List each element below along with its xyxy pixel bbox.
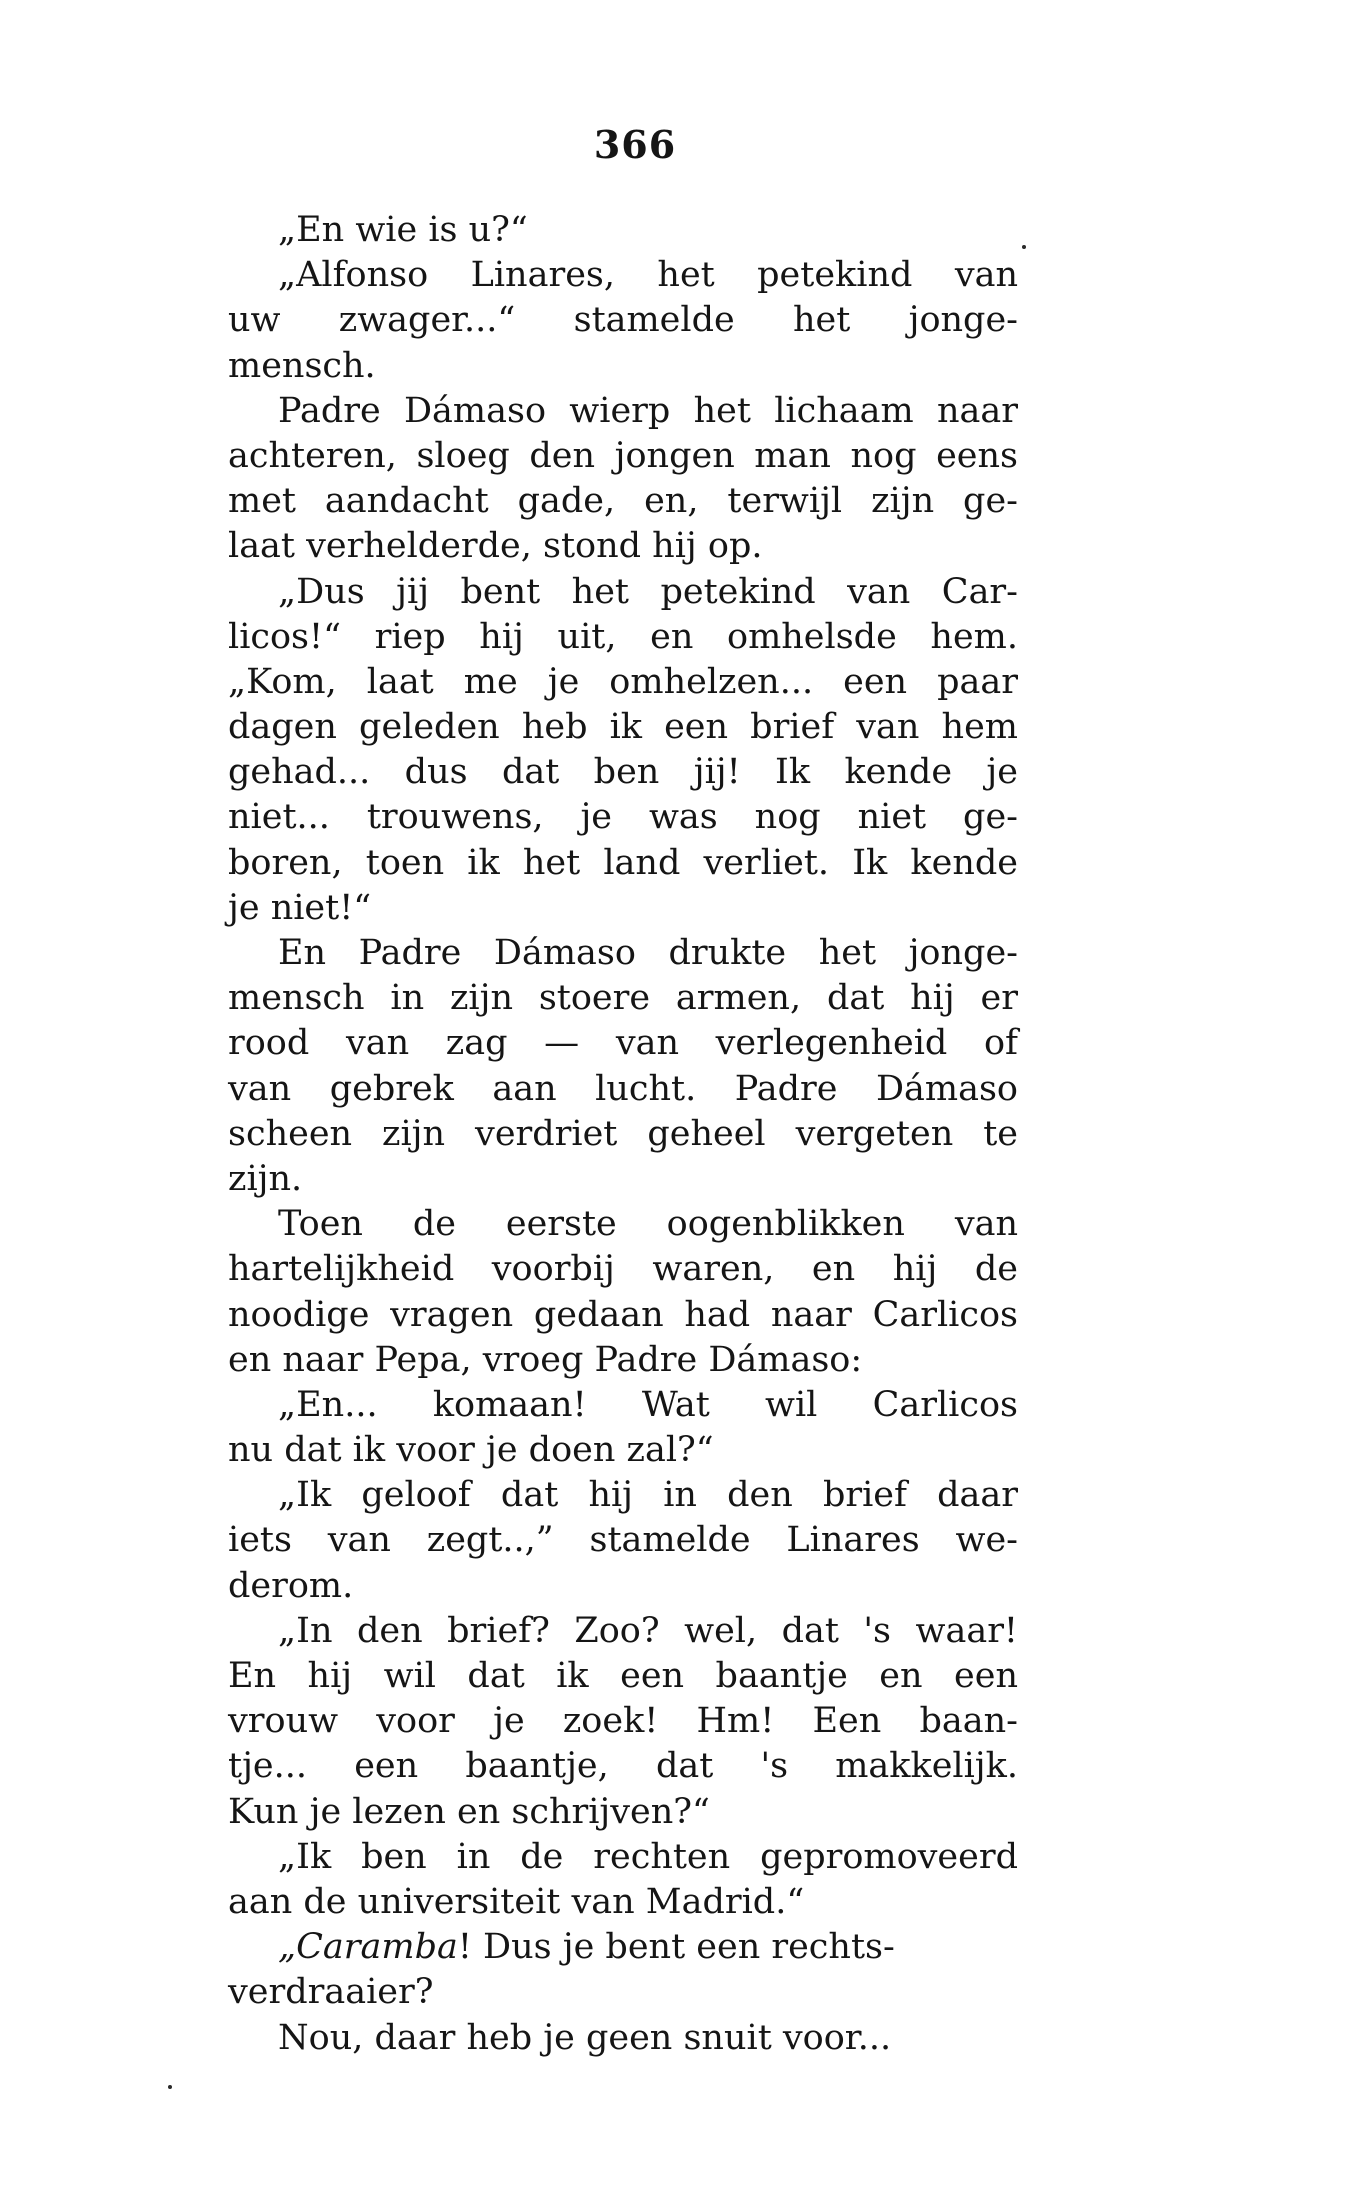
text-line-rest: ! Dus je bent een rechts- <box>457 1927 895 1968</box>
text-line: mensch in zijn stoere armen, dat hij er <box>228 978 1018 1019</box>
text-line: „Kom, laat me je omhelzen... een paar <box>228 661 1018 702</box>
text-line: boren, toen ik het land verliet. Ik kende <box>228 842 1018 883</box>
text-line: tje... een baantje, dat 's makkelijk. <box>228 1746 1018 1787</box>
text-line: „Ik geloof dat hij in den brief daar <box>278 1475 1018 1516</box>
text-line: „Ik ben in de rechten gepromoveerd <box>278 1836 1018 1877</box>
text-line: met aandacht gade, en, terwijl zijn ge- <box>228 481 1018 522</box>
text-line: laat verhelderde, stond hij op. <box>228 526 763 567</box>
text-line: En Padre Dámaso drukte het jonge- <box>278 933 1018 973</box>
text-line: en naar Pepa, vroeg Padre Dámaso: <box>228 1339 863 1380</box>
text-line: verdraaier? <box>228 1972 434 2013</box>
italic-word: „Caramba <box>278 1927 458 1968</box>
text-line: je niet!“ <box>228 887 372 928</box>
text-line: „En wie is u?“ <box>278 210 528 250</box>
text-line: En hij wil dat ik een baantje en een <box>228 1656 1018 1696</box>
print-speck <box>1022 245 1026 249</box>
print-speck <box>168 2085 172 2089</box>
text-line: „Alfonso Linares, het petekind van <box>278 255 1018 296</box>
text-line: Kun je lezen en schrijven?“ <box>228 1791 710 1832</box>
text-line: derom. <box>228 1565 354 1606</box>
text-line: „Dus jij bent het petekind van Car- <box>278 571 1018 612</box>
text-line: iets van zegt..,” stamelde Linares we- <box>228 1520 1018 1561</box>
text-line: Toen de eerste oogenblikken van <box>278 1204 1018 1245</box>
text-line: „In den brief? Zoo? wel, dat 's waar! <box>278 1610 1018 1651</box>
text-line: zijn. <box>228 1158 303 1199</box>
text-line: niet... trouwens, je was nog niet ge- <box>228 797 1018 838</box>
text-line: hartelijkheid voorbij waren, en hij de <box>228 1249 1018 1290</box>
text-line: uw zwager...“ stamelde het jonge- <box>228 300 1018 341</box>
text-line: „En... komaan! Wat wil Carlicos <box>278 1384 1018 1425</box>
page-number: 366 <box>593 122 677 167</box>
text-line: dagen geleden heb ik een brief van hem <box>228 707 1018 748</box>
text-line: scheen zijn verdriet geheel vergeten te <box>228 1113 1018 1154</box>
text-line: aan de universiteit van Madrid.“ <box>228 1881 805 1922</box>
text-line: licos!“ riep hij uit, en omhelsde hem. <box>228 616 1018 657</box>
text-line: vrouw voor je zoek! Hm! Een baan- <box>228 1701 1018 1742</box>
text-line: nu dat ik voor je doen zal?“ <box>228 1430 714 1471</box>
text-line: mensch. <box>228 345 376 386</box>
text-line: gehad... dus dat ben jij! Ik kende je <box>228 752 1018 793</box>
text-line: rood van zag — van verlegenheid of <box>228 1023 1018 1064</box>
body-text <box>228 208 1018 2061</box>
text-line-caramba <box>228 1925 1018 1970</box>
text-line: van gebrek aan lucht. Padre Dámaso <box>228 1068 1018 1109</box>
text-line: noodige vragen gedaan had naar Carlicos <box>228 1294 1018 1335</box>
text-line: Nou, daar heb je geen snuit voor... <box>278 2017 892 2058</box>
text-line: Padre Dámaso wierp het lichaam naar <box>278 390 1018 431</box>
text-line: achteren, sloeg den jongen man nog eens <box>228 435 1018 476</box>
